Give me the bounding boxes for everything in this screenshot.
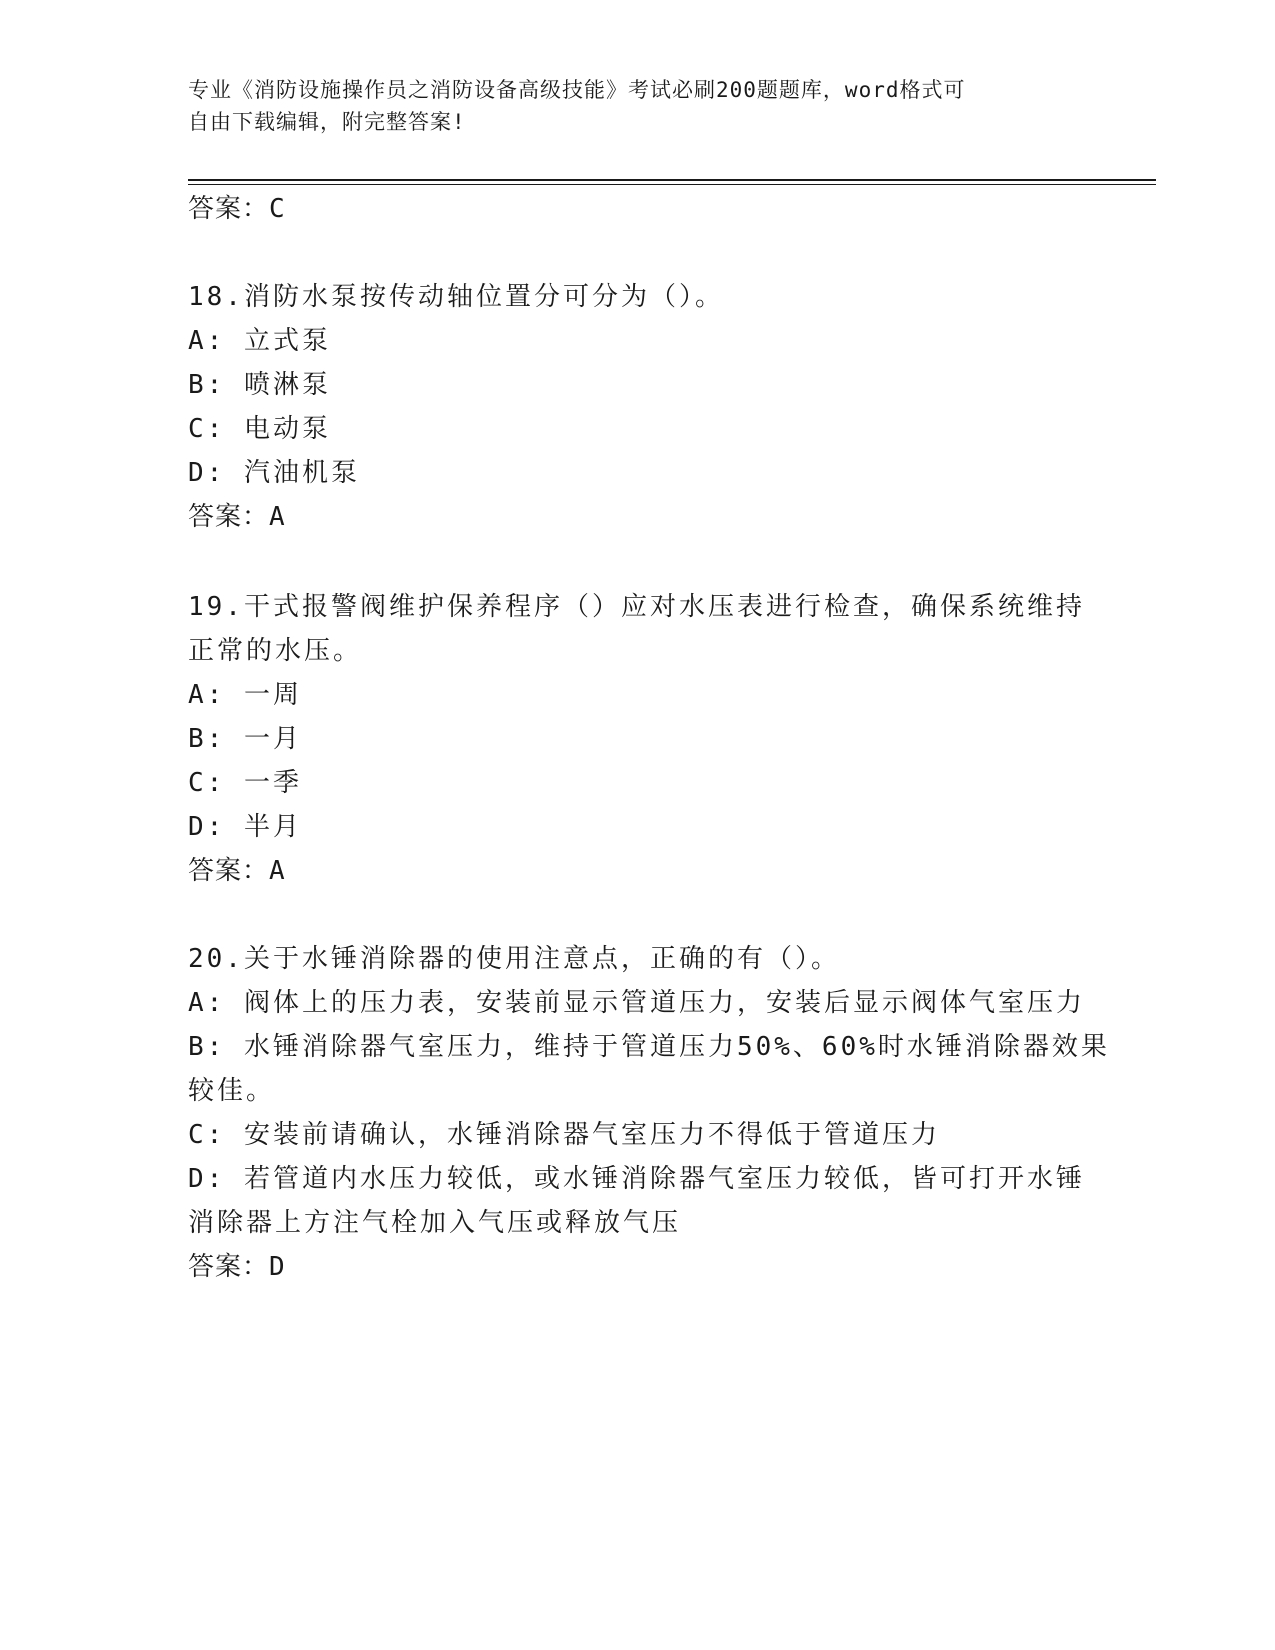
answer-label: 答案： <box>188 194 270 224</box>
answer-label: 答案： <box>188 856 270 886</box>
question-20-option-d-line-2: 消除器上方注气栓加入气压或释放气压 <box>188 1208 682 1238</box>
question-19-stem-line-1: 19.干式报警阀维护保养程序（）应对水压表进行检查，确保系统维持 <box>188 592 1085 622</box>
header-divider <box>188 179 1156 185</box>
question-19-option-c: C: 一季 <box>188 768 302 798</box>
question-19-stem-line-2: 正常的水压。 <box>188 636 363 666</box>
question-20-option-a: A: 阀体上的压力表，安装前显示管道压力，安装后显示阀体气室压力 <box>188 988 1085 1018</box>
question-20-option-d-line-1: D: 若管道内水压力较低，或水锤消除器气室压力较低，皆可打开水锤 <box>188 1164 1085 1194</box>
answer-value: C <box>269 194 286 224</box>
page-header <box>188 74 1088 138</box>
answer-label: 答案： <box>188 1252 270 1282</box>
question-20-answer <box>188 1250 286 1284</box>
question-18-option-a: A: 立式泵 <box>188 326 331 356</box>
header-line-2: 自由下载编辑，附完整答案! <box>188 110 466 134</box>
answer-label: 答案： <box>188 502 270 532</box>
question-19-option-b: B: 一月 <box>188 724 302 754</box>
question-19-answer <box>188 854 286 888</box>
question-20-option-b-line-2: 较佳。 <box>188 1076 276 1106</box>
question-20-option-c: C: 安装前请确认，水锤消除器气室压力不得低于管道压力 <box>188 1120 940 1150</box>
question-19-option-a: A: 一周 <box>188 680 302 710</box>
answer-value: A <box>269 856 286 886</box>
question-18-stem: 18.消防水泵按传动轴位置分可分为（）。 <box>188 282 724 312</box>
prev-answer <box>188 192 286 226</box>
question-18-option-d: D: 汽油机泵 <box>188 458 360 488</box>
question-20-option-b-line-1: B: 水锤消除器气室压力，维持于管道压力50%、60%时水锤消除器效果 <box>188 1032 1110 1062</box>
answer-value: D <box>269 1252 286 1282</box>
question-19-option-d: D: 半月 <box>188 812 302 842</box>
question-20-stem: 20.关于水锤消除器的使用注意点，正确的有（）。 <box>188 944 840 974</box>
question-18-option-c: C: 电动泵 <box>188 414 331 444</box>
question-18-option-b: B: 喷淋泵 <box>188 370 331 400</box>
question-18-answer <box>188 500 286 534</box>
header-line-1: 专业《消防设施操作员之消防设备高级技能》考试必刷200题题库，word格式可 <box>188 78 966 102</box>
answer-value: A <box>269 502 286 532</box>
